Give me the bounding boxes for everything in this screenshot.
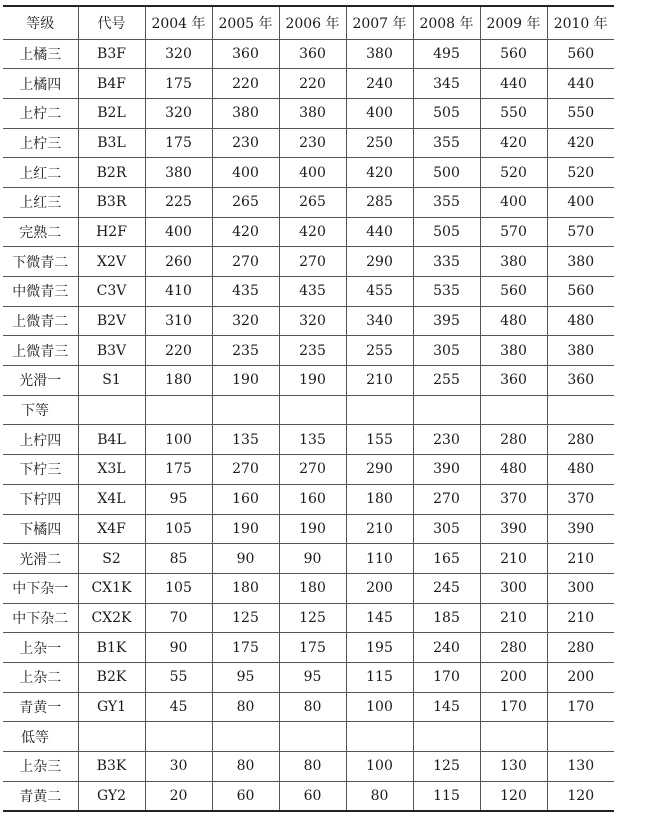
price-cell: 570	[547, 217, 614, 247]
price-cell: 100	[346, 752, 413, 782]
price-cell: 80	[212, 692, 279, 722]
table-row	[3, 158, 614, 188]
price-cell: 60	[212, 781, 279, 811]
price-cell: 180	[145, 366, 212, 396]
price-cell: 380	[547, 247, 614, 277]
empty-cell	[78, 722, 145, 752]
code-cell: CX2K	[78, 603, 145, 633]
price-cell: 280	[480, 425, 547, 455]
price-cell: 115	[346, 662, 413, 692]
price-cell: 380	[480, 247, 547, 277]
price-cell: 435	[279, 277, 346, 307]
price-cell: 230	[413, 425, 480, 455]
price-cell: 320	[279, 306, 346, 336]
price-cell: 440	[547, 69, 614, 99]
empty-cell	[145, 722, 212, 752]
table-row	[3, 336, 614, 366]
price-cell: 380	[480, 336, 547, 366]
header-year-2004: 2004 年	[145, 6, 212, 39]
price-cell: 55	[145, 662, 212, 692]
price-cell: 360	[480, 366, 547, 396]
price-cell: 480	[480, 455, 547, 485]
price-cell: 400	[547, 187, 614, 217]
price-cell: 155	[346, 425, 413, 455]
price-cell: 480	[480, 306, 547, 336]
price-cell: 550	[480, 98, 547, 128]
section-label: 低等	[3, 722, 78, 752]
header-year-2005: 2005 年	[212, 6, 279, 39]
table-row	[3, 187, 614, 217]
grade-cell: 上微青二	[3, 306, 78, 336]
price-table	[3, 5, 614, 812]
section-row	[3, 722, 614, 752]
price-cell: 270	[279, 455, 346, 485]
price-cell: 400	[480, 187, 547, 217]
code-cell: B3F	[78, 39, 145, 69]
price-cell: 380	[547, 336, 614, 366]
price-cell: 220	[212, 69, 279, 99]
price-cell: 505	[413, 217, 480, 247]
price-cell: 170	[413, 662, 480, 692]
price-cell: 420	[346, 158, 413, 188]
price-cell: 440	[346, 217, 413, 247]
price-cell: 320	[212, 306, 279, 336]
price-cell: 170	[547, 692, 614, 722]
price-cell: 265	[279, 187, 346, 217]
price-cell: 130	[480, 752, 547, 782]
code-cell: GY1	[78, 692, 145, 722]
header-year-2009: 2009 年	[480, 6, 547, 39]
price-cell: 210	[480, 603, 547, 633]
price-cell: 225	[145, 187, 212, 217]
table-row	[3, 662, 614, 692]
price-cell: 240	[346, 69, 413, 99]
header-grade: 等级	[3, 6, 78, 39]
price-cell: 260	[145, 247, 212, 277]
table-row	[3, 544, 614, 574]
price-cell: 270	[413, 484, 480, 514]
section-row	[3, 395, 614, 425]
price-cell: 180	[279, 573, 346, 603]
price-cell: 80	[279, 692, 346, 722]
price-cell: 340	[346, 306, 413, 336]
code-cell: B3V	[78, 336, 145, 366]
price-cell: 420	[212, 217, 279, 247]
price-cell: 290	[346, 455, 413, 485]
code-cell: B2R	[78, 158, 145, 188]
empty-cell	[279, 722, 346, 752]
price-cell: 80	[279, 752, 346, 782]
grade-cell: 中微青三	[3, 277, 78, 307]
grade-cell: 青黄一	[3, 692, 78, 722]
price-cell: 310	[145, 306, 212, 336]
price-cell: 400	[279, 158, 346, 188]
price-cell: 280	[547, 425, 614, 455]
grade-cell: 上柠四	[3, 425, 78, 455]
price-cell: 175	[145, 455, 212, 485]
price-cell: 115	[413, 781, 480, 811]
table-row	[3, 484, 614, 514]
price-cell: 370	[547, 484, 614, 514]
table-row	[3, 455, 614, 485]
price-cell: 355	[413, 128, 480, 158]
price-cell: 230	[212, 128, 279, 158]
price-cell: 380	[212, 98, 279, 128]
price-cell: 210	[547, 544, 614, 574]
price-cell: 305	[413, 514, 480, 544]
code-cell: B3K	[78, 752, 145, 782]
price-cell: 280	[480, 633, 547, 663]
table-row	[3, 277, 614, 307]
table-row	[3, 128, 614, 158]
price-cell: 195	[346, 633, 413, 663]
price-cell: 200	[547, 662, 614, 692]
table-row	[3, 425, 614, 455]
price-cell: 125	[413, 752, 480, 782]
price-cell: 265	[212, 187, 279, 217]
code-cell: B2L	[78, 98, 145, 128]
table-row	[3, 306, 614, 336]
price-cell: 135	[279, 425, 346, 455]
price-cell: 175	[279, 633, 346, 663]
table-row	[3, 39, 614, 69]
price-cell: 90	[212, 544, 279, 574]
price-cell: 255	[413, 366, 480, 396]
price-cell: 80	[346, 781, 413, 811]
code-cell: B3L	[78, 128, 145, 158]
price-cell: 95	[279, 662, 346, 692]
price-cell: 360	[547, 366, 614, 396]
price-cell: 220	[145, 336, 212, 366]
price-cell: 440	[480, 69, 547, 99]
header-row	[3, 6, 614, 39]
price-cell: 145	[346, 603, 413, 633]
price-cell: 160	[212, 484, 279, 514]
price-cell: 380	[346, 39, 413, 69]
table-row	[3, 69, 614, 99]
price-cell: 125	[212, 603, 279, 633]
grade-cell: 上红二	[3, 158, 78, 188]
price-cell: 390	[480, 514, 547, 544]
price-cell: 180	[346, 484, 413, 514]
grade-cell: 光滑二	[3, 544, 78, 574]
price-cell: 190	[279, 366, 346, 396]
empty-cell	[413, 722, 480, 752]
price-cell: 560	[547, 39, 614, 69]
price-cell: 210	[346, 514, 413, 544]
price-cell: 345	[413, 69, 480, 99]
price-cell: 125	[279, 603, 346, 633]
price-cell: 245	[413, 573, 480, 603]
table-row	[3, 366, 614, 396]
price-cell: 500	[413, 158, 480, 188]
price-cell: 420	[480, 128, 547, 158]
price-cell: 110	[346, 544, 413, 574]
grade-cell: 下橘四	[3, 514, 78, 544]
price-cell: 190	[279, 514, 346, 544]
header-year-2006: 2006 年	[279, 6, 346, 39]
price-cell: 200	[346, 573, 413, 603]
price-cell: 380	[279, 98, 346, 128]
price-cell: 360	[279, 39, 346, 69]
header-year-2007: 2007 年	[346, 6, 413, 39]
code-cell: B2K	[78, 662, 145, 692]
price-cell: 370	[480, 484, 547, 514]
grade-cell: 下柠三	[3, 455, 78, 485]
price-cell: 520	[547, 158, 614, 188]
price-cell: 380	[145, 158, 212, 188]
price-cell: 70	[145, 603, 212, 633]
price-cell: 90	[279, 544, 346, 574]
price-cell: 230	[279, 128, 346, 158]
price-cell: 420	[547, 128, 614, 158]
price-cell: 300	[547, 573, 614, 603]
price-cell: 210	[480, 544, 547, 574]
price-cell: 255	[346, 336, 413, 366]
price-cell: 200	[480, 662, 547, 692]
price-cell: 210	[547, 603, 614, 633]
price-cell: 235	[212, 336, 279, 366]
price-cell: 175	[145, 69, 212, 99]
price-cell: 400	[346, 98, 413, 128]
code-cell: B3R	[78, 187, 145, 217]
price-cell: 400	[212, 158, 279, 188]
grade-cell: 上柠二	[3, 98, 78, 128]
grade-cell: 上柠三	[3, 128, 78, 158]
price-cell: 80	[212, 752, 279, 782]
grade-cell: 完熟二	[3, 217, 78, 247]
price-cell: 175	[212, 633, 279, 663]
code-cell: H2F	[78, 217, 145, 247]
empty-cell	[480, 722, 547, 752]
header-code: 代号	[78, 6, 145, 39]
price-cell: 120	[547, 781, 614, 811]
price-cell: 570	[480, 217, 547, 247]
price-cell: 210	[346, 366, 413, 396]
code-cell: C3V	[78, 277, 145, 307]
table-body	[3, 39, 614, 811]
table-row	[3, 603, 614, 633]
grade-cell: 上杂二	[3, 662, 78, 692]
price-cell: 495	[413, 39, 480, 69]
empty-cell	[279, 395, 346, 425]
price-cell: 170	[480, 692, 547, 722]
price-cell: 100	[346, 692, 413, 722]
grade-cell: 中下杂二	[3, 603, 78, 633]
table-row	[3, 633, 614, 663]
price-cell: 145	[413, 692, 480, 722]
code-cell: B2V	[78, 306, 145, 336]
price-cell: 105	[145, 573, 212, 603]
price-cell: 30	[145, 752, 212, 782]
grade-cell: 上杂三	[3, 752, 78, 782]
grade-cell: 青黄二	[3, 781, 78, 811]
price-cell: 550	[547, 98, 614, 128]
price-cell: 135	[212, 425, 279, 455]
price-cell: 180	[212, 573, 279, 603]
price-cell: 400	[145, 217, 212, 247]
table-row	[3, 692, 614, 722]
price-cell: 20	[145, 781, 212, 811]
code-cell: S1	[78, 366, 145, 396]
table-row	[3, 573, 614, 603]
price-cell: 220	[279, 69, 346, 99]
code-cell: CX1K	[78, 573, 145, 603]
price-cell: 85	[145, 544, 212, 574]
price-cell: 240	[413, 633, 480, 663]
code-cell: GY2	[78, 781, 145, 811]
price-cell: 160	[279, 484, 346, 514]
grade-cell: 光滑一	[3, 366, 78, 396]
empty-cell	[413, 395, 480, 425]
price-cell: 335	[413, 247, 480, 277]
price-cell: 280	[547, 633, 614, 663]
price-cell: 60	[279, 781, 346, 811]
empty-cell	[145, 395, 212, 425]
price-cell: 90	[145, 633, 212, 663]
price-cell: 305	[413, 336, 480, 366]
price-cell: 480	[547, 455, 614, 485]
price-cell: 165	[413, 544, 480, 574]
empty-cell	[78, 395, 145, 425]
price-cell: 435	[212, 277, 279, 307]
empty-cell	[212, 395, 279, 425]
empty-cell	[480, 395, 547, 425]
price-cell: 480	[547, 306, 614, 336]
table-row	[3, 247, 614, 277]
price-cell: 185	[413, 603, 480, 633]
price-cell: 560	[480, 277, 547, 307]
empty-cell	[346, 395, 413, 425]
grade-cell: 下柠四	[3, 484, 78, 514]
code-cell: X4L	[78, 484, 145, 514]
grade-cell: 下微青二	[3, 247, 78, 277]
price-cell: 455	[346, 277, 413, 307]
price-cell: 410	[145, 277, 212, 307]
empty-cell	[212, 722, 279, 752]
code-cell: S2	[78, 544, 145, 574]
price-cell: 270	[212, 247, 279, 277]
price-cell: 120	[480, 781, 547, 811]
price-cell: 320	[145, 98, 212, 128]
price-cell: 235	[279, 336, 346, 366]
price-cell: 270	[212, 455, 279, 485]
price-cell: 270	[279, 247, 346, 277]
grade-cell: 上橘四	[3, 69, 78, 99]
price-cell: 285	[346, 187, 413, 217]
price-cell: 175	[145, 128, 212, 158]
price-cell: 320	[145, 39, 212, 69]
price-cell: 355	[413, 187, 480, 217]
price-cell: 100	[145, 425, 212, 455]
price-cell: 190	[212, 366, 279, 396]
code-cell: B1K	[78, 633, 145, 663]
table-row	[3, 781, 614, 811]
price-cell: 190	[212, 514, 279, 544]
section-label: 下等	[3, 395, 78, 425]
price-cell: 45	[145, 692, 212, 722]
table-row	[3, 98, 614, 128]
grade-cell: 上杂一	[3, 633, 78, 663]
grade-cell: 上红三	[3, 187, 78, 217]
table-row	[3, 514, 614, 544]
header-year-2008: 2008 年	[413, 6, 480, 39]
price-cell: 250	[346, 128, 413, 158]
price-cell: 505	[413, 98, 480, 128]
code-cell: X4F	[78, 514, 145, 544]
price-cell: 95	[212, 662, 279, 692]
price-cell: 535	[413, 277, 480, 307]
price-cell: 130	[547, 752, 614, 782]
code-cell: X3L	[78, 455, 145, 485]
table-row	[3, 217, 614, 247]
empty-cell	[547, 395, 614, 425]
price-cell: 520	[480, 158, 547, 188]
empty-cell	[547, 722, 614, 752]
price-cell: 395	[413, 306, 480, 336]
price-cell: 360	[212, 39, 279, 69]
code-cell: X2V	[78, 247, 145, 277]
empty-cell	[346, 722, 413, 752]
price-cell: 560	[480, 39, 547, 69]
code-cell: B4L	[78, 425, 145, 455]
price-cell: 95	[145, 484, 212, 514]
code-cell: B4F	[78, 69, 145, 99]
price-cell: 300	[480, 573, 547, 603]
grade-cell: 上橘三	[3, 39, 78, 69]
price-cell: 560	[547, 277, 614, 307]
price-cell: 390	[413, 455, 480, 485]
table-row	[3, 752, 614, 782]
header-year-2010: 2010 年	[547, 6, 614, 39]
grade-cell: 中下杂一	[3, 573, 78, 603]
price-cell: 390	[547, 514, 614, 544]
grade-cell: 上微青三	[3, 336, 78, 366]
price-cell: 290	[346, 247, 413, 277]
price-cell: 105	[145, 514, 212, 544]
price-cell: 420	[279, 217, 346, 247]
